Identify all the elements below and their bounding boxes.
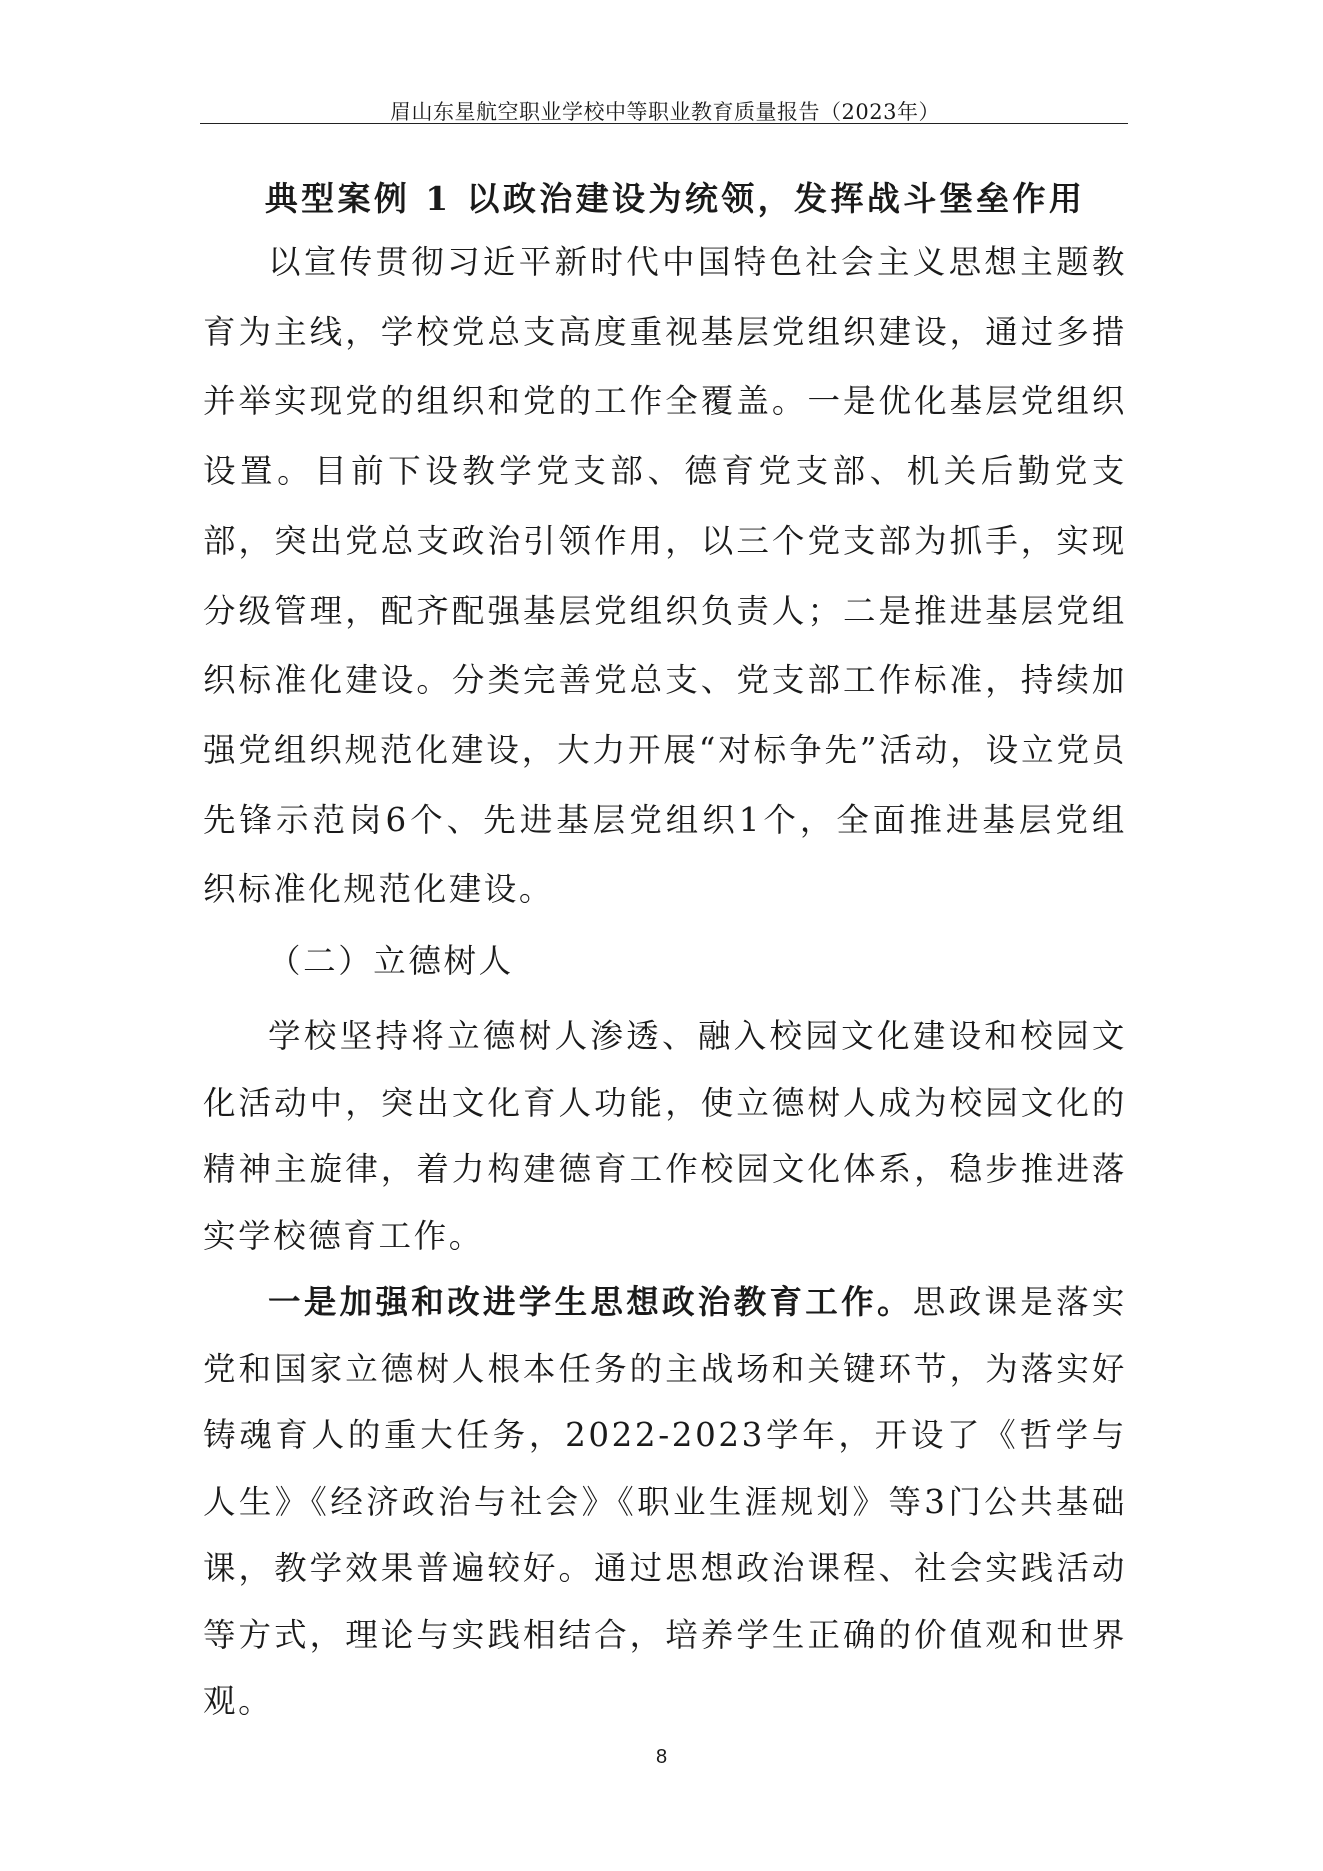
- page-body: [203, 170, 1127, 1735]
- point-one-lead: 一是加强和改进学生思想政治教育工作。: [268, 1282, 913, 1322]
- point-one-paragraph: [203, 1269, 1127, 1735]
- section-heading: （二）立德树人: [268, 942, 514, 981]
- page-number: 8: [655, 1746, 668, 1768]
- running-header: 眉山东星航空职业学校中等职业教育质量报告（2023年）: [390, 100, 940, 124]
- section-intro-paragraph: 学校坚持将立德树人渗透、融入校园文化建设和校园文化活动中，突出文化育人功能，使立德树人成为校园文化的精神主旋律，着力构建德育工作校园文化体系，稳步推进落实学校德育工作。: [203, 1017, 1127, 1255]
- case-title: 典型案例 1 以政治建设为统领，发挥战斗堡垒作用: [264, 179, 1086, 218]
- point-one-body: 思政课是落实党和国家立德树人根本任务的主战场和关键环节，为落实好铸魂育人的重大任务，2022-2023学年，开设了《哲学与人生》《经济政治与社会》《职业生涯规划》等3门公共基础课，教学效果普遍较好。通过思想政治课程、社会实践活动等方式，理论与实践相结合，培养学生正确的价值观和世界观。: [203, 1283, 1127, 1721]
- case-paragraph: 以宣传贯彻习近平新时代中国特色社会主义思想主题教育为主线，学校党总支高度重视基层党组织建设，通过多措并举实现党的组织和党的工作全覆盖。一是优化基层党组织设置。目前下设教学党支部、德育党支部、机关后勤党支部，突出党总支政治引领作用，以三个党支部为抓手，实现分级管理，配齐配强基层党组织负责人；二是推进基层党组织标准化建设。分类完善党总支、党支部工作标准，持续加强党组织规范化建设，大力开展“对标争先”活动，设立党员先锋示范岗6个、先进基层党组织1个，全面推进基层党组织标准化规范化建设。: [203, 243, 1127, 909]
- header-divider: [200, 123, 1128, 124]
